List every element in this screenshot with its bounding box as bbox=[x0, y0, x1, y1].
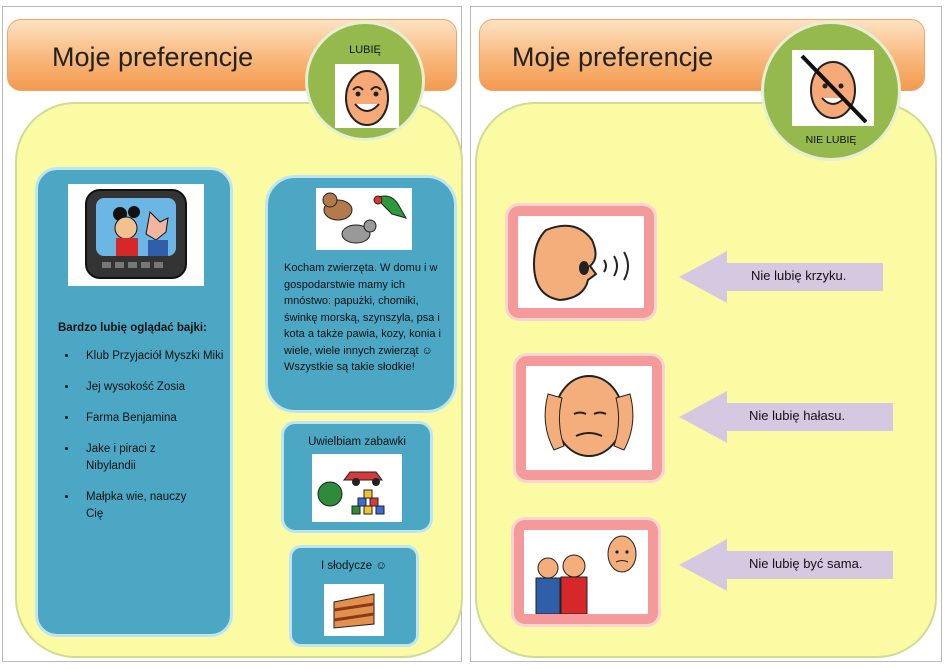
no-face-icon bbox=[792, 50, 874, 126]
toys-icon bbox=[312, 454, 402, 522]
left-page bbox=[2, 6, 462, 662]
shouting-icon bbox=[518, 216, 644, 308]
animals-text: Kocham zwierzęta. W domu i w gospodarstwie mamy ich mnóstwo: papużki, chomiki, świnkę morską, szynszyla, psa i kota a także pawia, kozy, konia i wiele, wiele innych zwierząt ☺ Wszystkie są takie słodkie! bbox=[284, 262, 441, 373]
sweets-text: I słodycze ☺ bbox=[320, 560, 388, 572]
cake-icon bbox=[324, 584, 384, 636]
list-item: • Jej wysokość Zosia bbox=[78, 379, 228, 396]
page-title: Moje preferencje bbox=[512, 42, 714, 72]
covered-ears-icon bbox=[526, 366, 652, 470]
cartoons-list bbox=[60, 348, 228, 537]
animals-icon bbox=[316, 188, 412, 250]
like-badge bbox=[305, 21, 425, 141]
toys-box bbox=[281, 421, 433, 533]
toys-text: Uwielbiam zabawki bbox=[308, 436, 406, 448]
list-item: • Klub Przyjaciół Myszki Miki bbox=[78, 348, 228, 365]
sweets-box bbox=[289, 545, 419, 647]
page-title: Moje preferencje bbox=[52, 42, 254, 72]
tv-icon bbox=[68, 184, 204, 286]
list-item: • Jake i piraci z Nibylandii bbox=[78, 441, 156, 475]
people-icon bbox=[524, 530, 648, 614]
dislike-arrow-3 bbox=[679, 539, 893, 591]
right-page bbox=[470, 6, 942, 662]
dislike-card-shouting bbox=[505, 203, 657, 321]
dislike-badge bbox=[761, 21, 901, 161]
dislike-arrow-2 bbox=[679, 391, 893, 443]
dislike-card-noise bbox=[513, 353, 665, 483]
like-badge-label: LUBIĘ bbox=[349, 44, 381, 56]
cartoons-box bbox=[35, 167, 233, 637]
dislike-text-3: Nie lubię być sama. bbox=[749, 556, 863, 571]
list-item: • Farma Benjamina bbox=[78, 410, 228, 427]
cartoons-heading: Bardzo lubię oglądać bajki: bbox=[58, 322, 207, 334]
dislike-card-alone bbox=[511, 517, 661, 627]
dislike-arrow-1 bbox=[679, 251, 883, 303]
dislike-text-1: Nie lubię krzyku. bbox=[751, 268, 847, 283]
dislike-badge-label: NIE LUBIĘ bbox=[805, 134, 857, 146]
list-item: • Małpka wie, nauczy Cię bbox=[78, 489, 196, 523]
animals-box bbox=[265, 175, 457, 413]
happy-face-icon bbox=[335, 64, 399, 128]
dislike-text-2: Nie lubię hałasu. bbox=[749, 408, 846, 423]
